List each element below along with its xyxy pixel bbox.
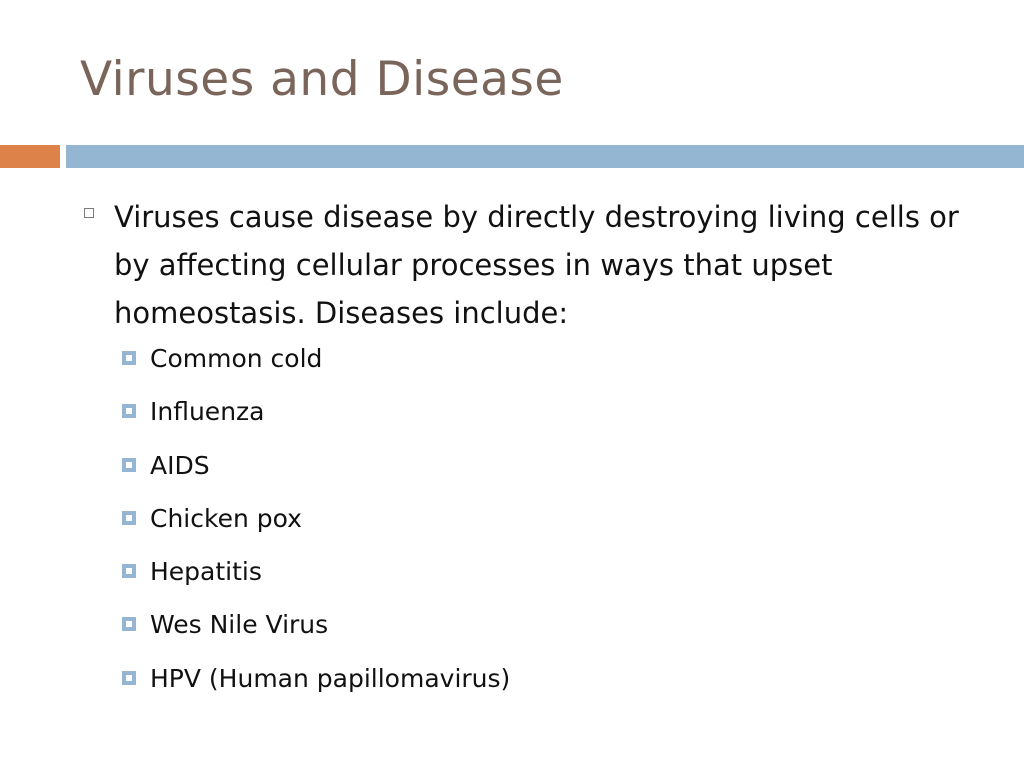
square-bullet-icon — [84, 208, 94, 218]
main-bullet — [80, 193, 980, 337]
list-item — [120, 554, 980, 607]
square-bullet-icon — [122, 671, 136, 685]
list-item — [120, 448, 980, 501]
disease-list — [80, 341, 980, 714]
accent-bar-orange — [0, 145, 60, 168]
list-item-label: Wes Nile Virus — [150, 610, 329, 640]
list-item — [120, 394, 980, 447]
square-bullet-icon — [122, 617, 136, 631]
list-item-label: Influenza — [150, 397, 265, 427]
list-item-label: Chicken pox — [150, 503, 302, 533]
list-item — [120, 341, 980, 394]
list-item-label: Common cold — [150, 344, 323, 373]
square-bullet-icon — [122, 458, 136, 472]
square-bullet-icon — [122, 564, 136, 578]
list-item — [120, 501, 980, 554]
square-bullet-icon — [122, 511, 136, 525]
main-bullet-text: Viruses cause disease by directly destroying living cells or by affecting cellular processes in ways that upset homeostasis. Diseases include: — [114, 200, 959, 330]
accent-bar-blue — [66, 145, 1024, 168]
list-item — [120, 661, 980, 714]
square-bullet-icon — [122, 351, 136, 365]
slide-title: Viruses and Disease — [80, 52, 564, 107]
list-item-label: AIDS — [150, 450, 210, 480]
list-item-label: HPV (Human papillomavirus) — [150, 663, 511, 693]
square-bullet-icon — [122, 404, 136, 418]
slide-content — [80, 193, 980, 714]
list-item — [120, 607, 980, 660]
list-item-label: Hepatitis — [150, 557, 262, 587]
